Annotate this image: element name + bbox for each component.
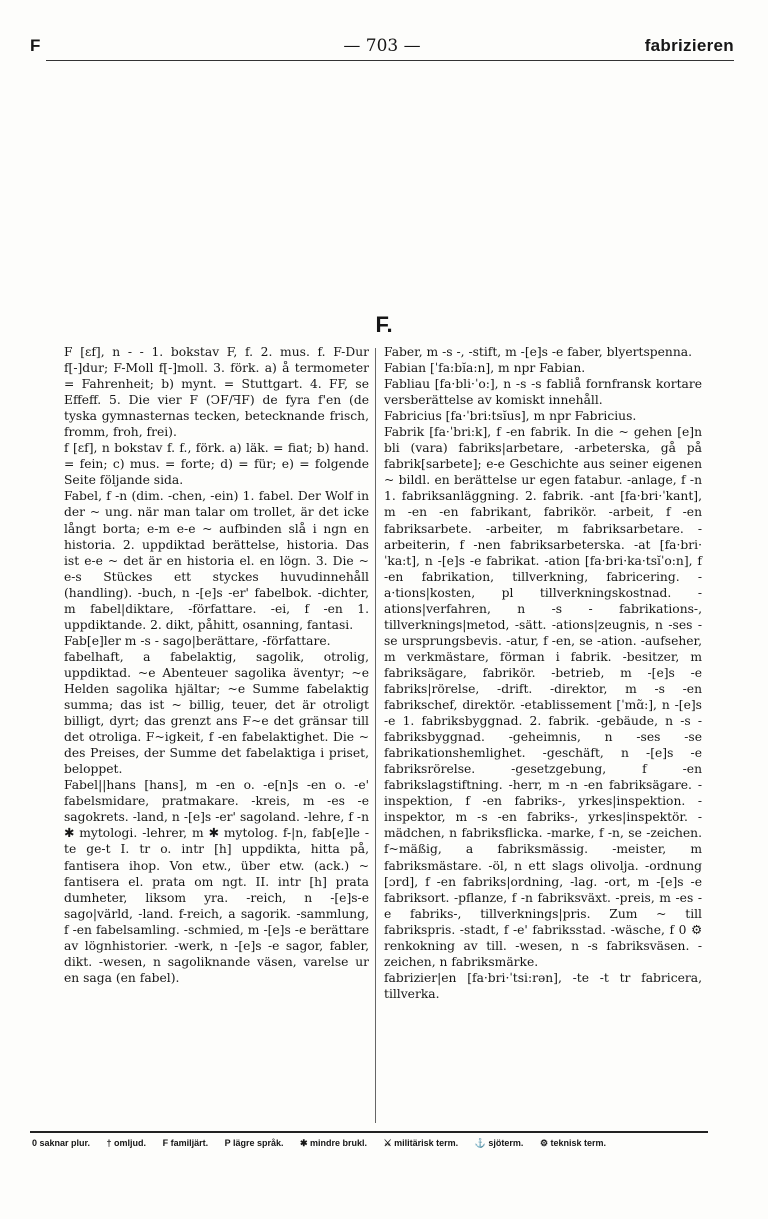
legend-item: P lägre språk. [224,1138,284,1148]
left-column [64,344,369,986]
section-letter: F. [375,312,393,337]
header-catchword: fabrizieren [644,36,734,55]
entry-fabelhaft: fabelhaft, a fabelaktig, sagolik, otrolig, uppdiktad. ~e Abenteuer sagolika äventyr; ~e Helden sagolika hjältar; ~e Summe fabelaktig summa; das ist ~ billig, teuer, det är otroligt billigt, dyrt; das grenzt ans F~e det gränsar till det otroliga. F~igkeit, f -en fabelaktighet. Die ~ des Preises, der Summe det fabelaktiga i priset, beloppet. [64,649,369,777]
entry-F: F [ɛf], n - - 1. bokstav F, f. 2. mus. f. F-Dur f[-]dur; F-Moll f[-]moll. 3. förk. a) å termometer = Fahrenheit; b) mynt. = Stuttgart. 4. FF, se Effeff. 5. Die vier F (ↃF/ꟻF) de fyra f'en (de tyska gymnasternas tecken, betecknande frisch, fromm, froh, frei). [64,345,369,440]
entry-Fabeler: Fab[e]ler m -s - sago|berättare, -författare. [64,633,331,648]
entry-Fabrik: Fabrik [fa·ˈbri:k], f -en fabrik. In die ~ gehen [e]n bli (vara) fabriks|arbetare, -arbeterska, gå på fabrik[sarbete]; e-e Geschichte aus seiner eigenen ~ bildl. en berättelse ur egen fatabur. -anlage, f -n 1. fabriksanläggning. 2. fabrik. -ant [fa·bri·ˈkant], m -en -en fabrikant, fabrikör. -arbeit, f -en fabriksarbete. -arbeiter, m fabriksarbetare. -arbeiterin, f -nen fabriksarbeterska. -at [fa·bri·ˈka:t], n -[e]s -e fabrikat. -ation [fa·bri·ka·tsĭˈo:n], f -en fabrikation, tillverkning, fabricering. -a·tions|kosten, pl tillverkningskostnad. -ations|verfahren, n -s - fabrikations-, tillverknings|metod, -sätt. -ations|zeugnis, n -ses -se ursprungsbevis. -atur, f -en, se -ation. -aufseher, m verkmästare, förman i fabrik. -besitzer, m fabriksägare, fabrikör. -betrieb, m -[e]s -e fabriks|rörelse, -drift. -direktor, m -s -en fabrikschef, direktör. -etablissement [ˈmɑ̃:], n -[e]s -e 1. fabriksbyggnad. 2. fabrik. -gebäude, n -s - fabriksbyggnad. -geheimnis, n -ses -se fabrikationshemlighet. -geschäft, n -[e]s -e fabriksrörelse. -gesetzgebung, f -en fabrikslagstiftning. -herr, m -n -en fabriksägare. -inspektion, f -en fabriks-, yrkes|inspektion. -inspektor, m -s -en fabriks-, yrkes|inspektör. -mädchen, n fabriksflicka. -marke, f -n, se -zeichen. f~mäßig, a fabriksmässig. -meister, m fabriksmästare. -öl, n ett slags olivolja. -ordnung [ɔrd], f -en fabriks|ordning, -lag. -ort, m -[e]s -e fabriksort. -pflanze, f -n fabriksväxt. -preis, m -es -e fabriks-, tillverknings|pris. Zum ~ till fabrikspris. -stadt, f -e' fabriksstad. -wäsche, f 0 ⚙ renkokning av till. -wesen, n -s fabriksväsen. -zeichen, n fabriksmärke. [384,425,702,969]
entry-Fabliau: Fabliau [fa·bli·ˈo:], n -s -s fabliå fornfransk kortare versberättelse av komiskt innehåll. [384,377,702,408]
legend-item: 0 saknar plur. [32,1138,91,1148]
entry-f: f [ɛf], n bokstav f. f., förk. a) läk. = fiat; b) hand. = fein; c) mus. = forte; d) = für; e) = folgende Seite följande sida. [64,441,369,488]
legend-item: F familjärt. [162,1138,209,1148]
legend-item: † omljud. [106,1138,147,1148]
entry-Fabel: Fabel, f -n (dim. -chen, -ein) 1. fabel. Der Wolf in der ~ ung. när man talar om trollet, är det icke långt borta; e-m e-e ~ aufbinden slå i ngn en historia. 2. uppdiktad berättelse, historia. Das ist e-e ~ det är en historia el. en lögn. 3. Die ~ e-s Stückes ett styckes huvudinnehåll (handling). -buch, n -[e]s -er' fabelbok. -dichter, m fabel|diktare, -författare. -ei, f -en 1. uppdiktande. 2. dikt, påhitt, osanning, fantasi. [64,489,369,632]
entry-Fabelhans: Fabel||hans [hans], m -en o. -e[n]s -en o. -e' fabelsmidare, pratmakare. -kreis, m -es -e sagokrets. -land, n -[e]s -er' sagoland. -lehre, f -n ✱ mytologi. -lehrer, m ✱ mytolog. f-|n, fab[e]le -te ge-t I. tr o. intr [h] uppdikta, hitta på, fantisera ihop. Von etw., über etw. (ack.) ~ fantisera el. prata om ngt. II. intr [h] prata dumheter, liksom yra. -reich, n -[e]s-e sago|värld, -land. f-reich, a sagorik. -sammlung, f -en fabelsamling. -schmied, m -[e]s -e berättare av lögnhistorier. -werk, n -[e]s -e sagor, fabler, dikt. -wesen, n sagoliknande väsen, varelse ur en saga (en fabel). [64,778,369,985]
header-letter: F [30,36,41,55]
legend-item: ⚔ militärisk term. [383,1138,459,1148]
right-column [384,344,702,1002]
entry-Fabian: Fabian [ˈfa:bĭa:n], m npr Fabian. [384,361,586,376]
footer-rule [30,1131,708,1133]
page-number: — 703 — [343,36,421,56]
entry-Fabricius: Fabricius [fa·ˈbri:tsĭus], m npr Fabricius. [384,409,637,424]
legend-item: ✱ mindre brukl. [300,1138,368,1148]
column-divider [375,348,376,1123]
legend-item: ⚙ teknisk term. [539,1138,607,1148]
entry-fabrizieren: fabrizier|en [fa·bri·ˈtsi:rən], -te -t tr fabricera, tillverka. [384,970,702,1001]
header-rule [46,60,734,61]
symbol-legend [32,1138,708,1149]
page-header [30,34,734,60]
entry-Faber: Faber, m -s -, -stift, m -[e]s -e faber, blyertspenna. [384,345,693,359]
legend-item: ⚓ sjöterm. [474,1138,524,1148]
